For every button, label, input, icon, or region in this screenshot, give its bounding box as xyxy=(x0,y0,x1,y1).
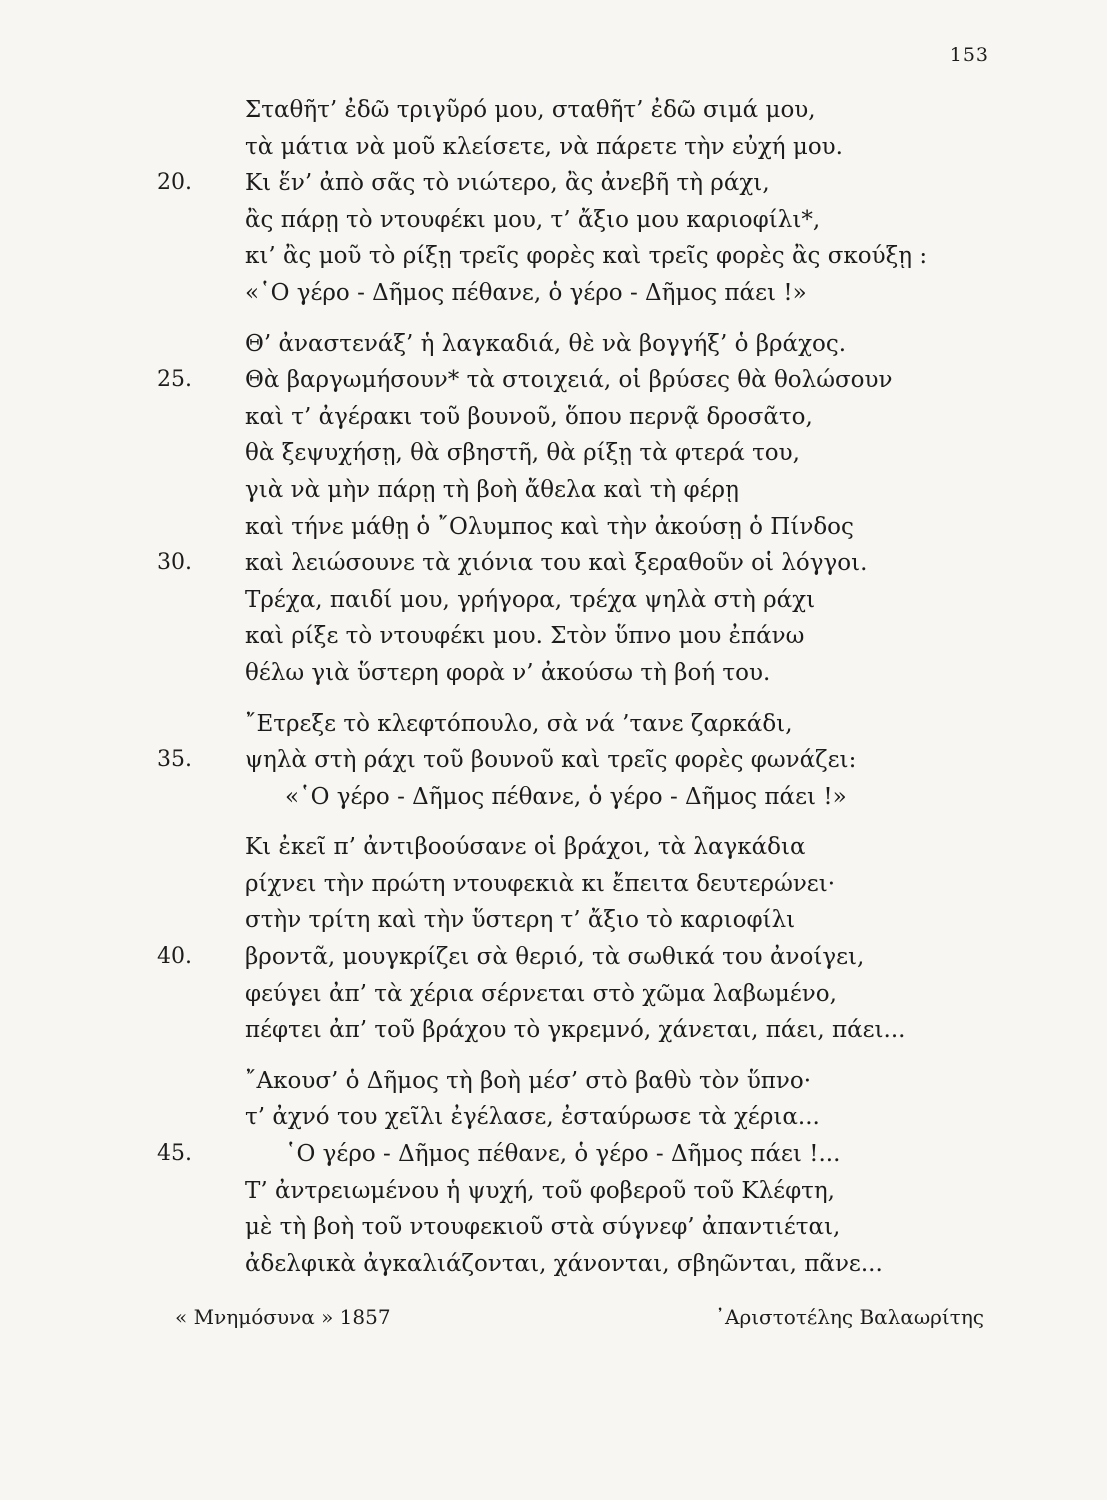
poem-line xyxy=(0,129,1107,166)
stanza xyxy=(0,1063,1107,1283)
line-number: 30. xyxy=(157,550,192,576)
author-name: ᾿Αριστοτέλης Βαλαωρίτης xyxy=(715,1305,984,1329)
poem-line xyxy=(0,435,1107,472)
poem-line xyxy=(0,779,1107,816)
line-text: ρίχνει τὴν πρώτη ντουφεκιὰ κι ἔπειτα δευτερώνει· xyxy=(245,870,836,897)
poem-body xyxy=(0,92,1107,1296)
poem-line xyxy=(0,362,1107,399)
line-text: πέφτει ἀπ’ τοῦ βράχου τὸ γκρεμνό, χάνεται, πάει, πάει... xyxy=(245,1017,906,1044)
line-text: «῾Ο γέρο - Δῆμος πέθανε, ὁ γέρο - Δῆμος πάει !» xyxy=(285,783,847,810)
line-text: τὰ μάτια νὰ μοῦ κλείσετε, νὰ πάρετε τὴν εὐχή μου. xyxy=(245,133,843,160)
poem-line xyxy=(0,1246,1107,1283)
stanza xyxy=(0,829,1107,1049)
line-text: κι’ ἂς μοῦ τὸ ρίξῃ τρεῖς φορὲς καὶ τρεῖς φορὲς ἂς σκούξῃ : xyxy=(245,243,928,270)
line-text: θέλω γιὰ ὕστερη φορὰ ν’ ἀκούσω τὴ βοή του. xyxy=(245,659,771,686)
line-text: «῾Ο γέρο - Δῆμος πέθανε, ὁ γέρο - Δῆμος πάει !» xyxy=(245,279,807,306)
poem-line xyxy=(0,976,1107,1013)
line-number: 40. xyxy=(157,944,192,970)
poem-line xyxy=(0,165,1107,202)
line-number: 35. xyxy=(157,747,192,773)
line-text: καὶ λειώσουνε τὰ χιόνια του καὶ ξεραθοῦν οἱ λόγγοι. xyxy=(245,550,868,577)
poem-line xyxy=(0,326,1107,363)
poem-line xyxy=(0,1063,1107,1100)
line-text: καὶ ρίξε τὸ ντουφέκι μου. Στὸν ὕπνο μου ἐπάνω xyxy=(245,623,805,650)
line-text: Κι ἕν’ ἀπὸ σᾶς τὸ νιώτερο, ἂς ἀνεβῆ τὴ ράχι, xyxy=(245,170,770,197)
line-text: καὶ τ’ ἀγέρακι τοῦ βουνοῦ, ὅπου περνᾷ δροσᾶτο, xyxy=(245,403,813,430)
line-text: ῎Ετρεξε τὸ κλεφτόπουλο, σὰ νά ’τανε ζαρκάδι, xyxy=(245,710,793,737)
poem-line xyxy=(0,1136,1107,1173)
poem-line xyxy=(0,202,1107,239)
line-text: Τ’ ἀντρειωμένου ἡ ψυχή, τοῦ φοβεροῦ τοῦ Κλέφτη, xyxy=(245,1177,835,1204)
line-text: ῎Ακουσ’ ὁ Δῆμος τὴ βοὴ μέσ’ στὸ βαθὺ τὸν ὕπνο· xyxy=(245,1067,812,1094)
poem-line xyxy=(0,1173,1107,1210)
line-text: γιὰ νὰ μὴν πάρῃ τὴ βοὴ ἄθελα καὶ τὴ φέρῃ xyxy=(245,476,739,503)
line-text: τ’ ἀχνό του χεῖλι ἐγέλασε, ἐσταύρωσε τὰ χέρια... xyxy=(245,1104,820,1131)
line-text: φεύγει ἀπ’ τὰ χέρια σέρνεται στὸ χῶμα λαβωμένο, xyxy=(245,980,837,1007)
poem-line xyxy=(0,545,1107,582)
line-number: 25. xyxy=(157,367,192,393)
poem-line xyxy=(0,582,1107,619)
poem-line xyxy=(0,472,1107,509)
poem-line xyxy=(0,1209,1107,1246)
line-text: μὲ τὴ βοὴ τοῦ ντουφεκιοῦ στὰ σύγνεφ’ ἀπαντιέται, xyxy=(245,1214,841,1241)
line-text: Κι ἐκεῖ π’ ἀντιβοούσανε οἱ βράχοι, τὰ λαγκάδια xyxy=(245,834,806,861)
poem-line xyxy=(0,866,1107,903)
line-text: ἀδελφικὰ ἀγκαλιάζονται, χάνονται, σβηῶνται, πᾶνε... xyxy=(245,1250,883,1277)
poem-line xyxy=(0,1099,1107,1136)
line-text: βροντᾶ, μουγκρίζει σὰ θεριό, τὰ σωθικά του ἀνοίγει, xyxy=(245,944,865,971)
line-text: ψηλὰ στὴ ράχι τοῦ βουνοῦ καὶ τρεῖς φορὲς φωνάζει: xyxy=(245,747,857,774)
line-number: 45. xyxy=(157,1141,192,1167)
poem-line xyxy=(0,618,1107,655)
poem-line xyxy=(0,275,1107,312)
poem-line xyxy=(0,742,1107,779)
stanza xyxy=(0,326,1107,692)
stanza xyxy=(0,92,1107,312)
line-number: 20. xyxy=(157,170,192,196)
poem-line xyxy=(0,829,1107,866)
line-text: Θ’ ἀναστενάξ’ ἡ λαγκαδιά, θὲ νὰ βογγήξ’ ὁ βράχος. xyxy=(245,330,847,357)
poem-line xyxy=(0,1012,1107,1049)
poem-line xyxy=(0,655,1107,692)
line-text: Θὰ βαργωμήσουν* τὰ στοιχειά, οἱ βρύσες θὰ θολώσουν xyxy=(245,367,893,394)
line-text: ῾Ο γέρο - Δῆμος πέθανε, ὁ γέρο - Δῆμος πάει !... xyxy=(285,1141,841,1168)
source-citation: « Μνημόσυνα » 1857 xyxy=(175,1305,391,1329)
poem-line xyxy=(0,92,1107,129)
page-number: 153 xyxy=(949,44,989,66)
line-text: Σταθῆτ’ ἐδῶ τριγῦρό μου, σταθῆτ’ ἐδῶ σιμά μου, xyxy=(245,97,816,123)
stanza xyxy=(0,706,1107,816)
line-text: ἂς πάρῃ τὸ ντουφέκι μου, τ’ ἄξιο μου καριοφίλι*, xyxy=(245,206,821,233)
poem-line xyxy=(0,902,1107,939)
line-text: Τρέχα, παιδί μου, γρήγορα, τρέχα ψηλὰ στὴ ράχι xyxy=(245,586,816,613)
poem-line xyxy=(0,939,1107,976)
poem-line xyxy=(0,706,1107,743)
line-text: καὶ τήνε μάθῃ ὁ ῎Ολυμπος καὶ τὴν ἀκούσῃ ὁ Πίνδος xyxy=(245,513,854,540)
line-text: στὴν τρίτη καὶ τὴν ὕστερη τ’ ἄξιο τὸ καριοφίλι xyxy=(245,907,796,934)
poem-line xyxy=(0,509,1107,546)
poem-line xyxy=(0,399,1107,436)
poem-line xyxy=(0,238,1107,275)
line-text: θὰ ξεψυχήσῃ, θὰ σβηστῆ, θὰ ρίξῃ τὰ φτερά του, xyxy=(245,440,800,467)
